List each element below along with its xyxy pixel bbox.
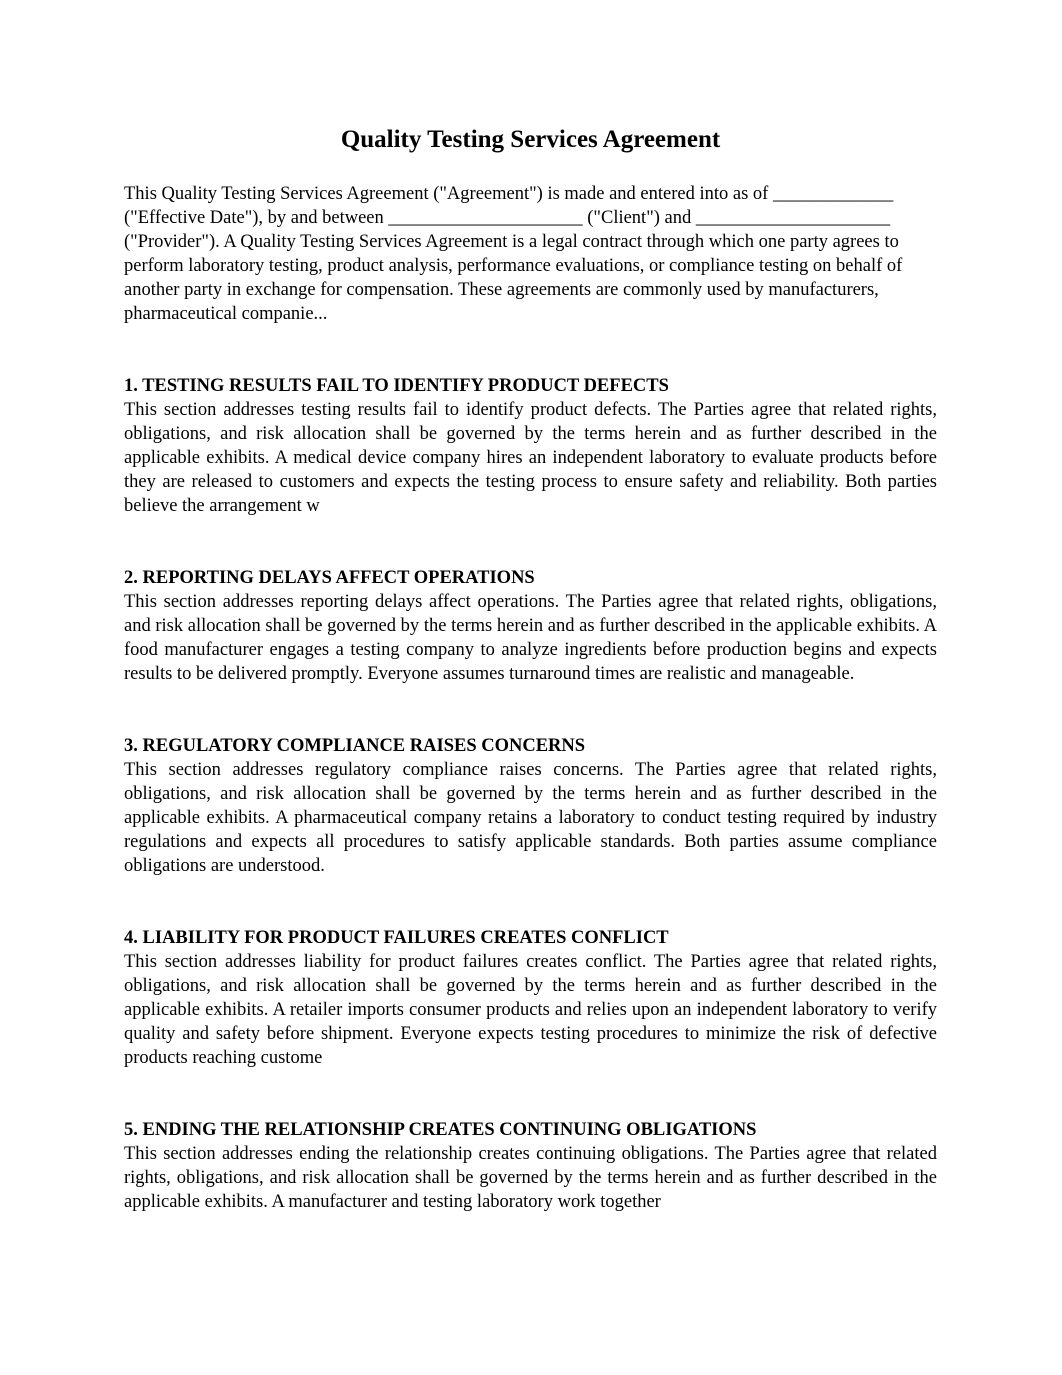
section-heading: 3. REGULATORY COMPLIANCE RAISES CONCERNS [124,736,586,756]
section-heading: 4. LIABILITY FOR PRODUCT FAILURES CREATES CONFLICT [124,928,669,948]
section-body: This section addresses regulatory compliance raises concerns. The Parties agree that related rights, obligations, and risk allocation shall be governed by the terms herein and as further described in the applicable exhibits. A pharmaceutical company retains a laboratory to conduct testing required by industry regulations and expects all procedures to satisfy applicable standards. Both parties assume compliance obligations are understood. [124,760,937,876]
section-heading: 1. TESTING RESULTS FAIL TO IDENTIFY PRODUCT DEFECTS [124,376,669,396]
section-body: This section addresses reporting delays affect operations. The Parties agree that related rights, obligations, and risk allocation shall be governed by the terms herein and as further described in the applicable exhibits. A food manufacturer engages a testing company to analyze ingredients before production begins and expects results to be delivered promptly. Everyone assumes turnaround times are realistic and manageable. [124,592,937,684]
section-5 [124,1118,937,1214]
document-content [124,124,937,1262]
section-4 [124,926,937,1070]
section-2 [124,566,937,686]
section-heading: 2. REPORTING DELAYS AFFECT OPERATIONS [124,568,535,588]
section-body: This section addresses ending the relationship creates continuing obligations. The Parties agree that related rights, obligations, and risk allocation shall be governed by the terms herein and as further described in the applicable exhibits. A manufacturer and testing laboratory work together [124,1144,937,1212]
section-1 [124,374,937,518]
section-body: This section addresses testing results fail to identify product defects. The Parties agree that related rights, obligations, and risk allocation shall be governed by the terms herein and as further described in the applicable exhibits. A medical device company hires an independent laboratory to evaluate products before they are released to customers and expects the testing process to ensure safety and reliability. Both parties believe the arrangement w [124,400,937,516]
document-title: Quality Testing Services Agreement [340,126,721,153]
section-heading: 5. ENDING THE RELATIONSHIP CREATES CONTINUING OBLIGATIONS [124,1120,757,1140]
section-3 [124,734,937,878]
intro-paragraph: This Quality Testing Services Agreement ("Agreement") is made and entered into as of _____________ ("Effective Date"), by and between _____________________ ("Client") and _____________________ ("Provider"). A Quality Testing Services Agreement is a legal contract through which one party agrees to perform laboratory testing, product analysis, performance evaluations, or compliance testing on behalf of another party in exchange for compensation. These agreements are commonly used by manufacturers, pharmaceutical companie... [124,184,903,324]
section-body: This section addresses liability for product failures creates conflict. The Parties agree that related rights, obligations, and risk allocation shall be governed by the terms herein and as further described in the applicable exhibits. A retailer imports consumer products and relies upon an independent laboratory to verify quality and safety before shipment. Everyone expects testing procedures to minimize the risk of defective products reaching custome [124,952,937,1068]
